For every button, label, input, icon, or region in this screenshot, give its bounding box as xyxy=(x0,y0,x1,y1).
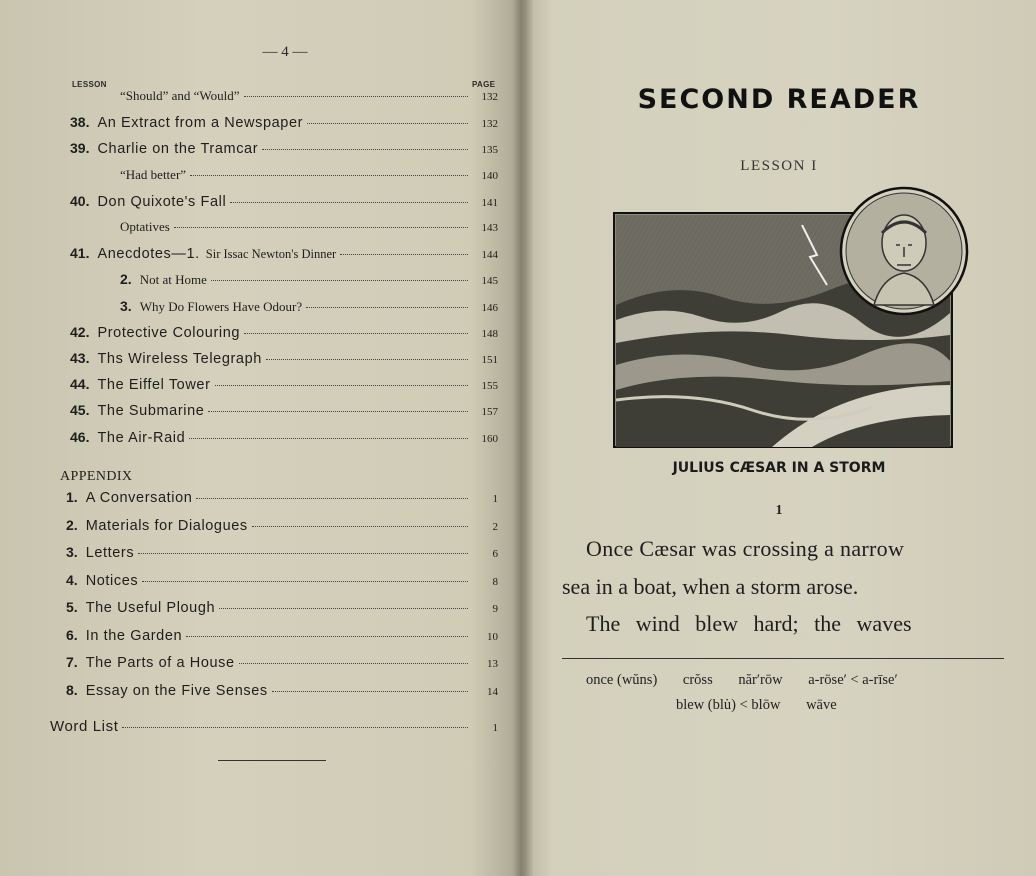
entry-title: Why Do Flowers Have Odour? xyxy=(139,298,303,314)
word-notes-line xyxy=(676,697,859,714)
appendix-entry xyxy=(66,544,498,566)
entry-number: 38. xyxy=(70,114,90,131)
entry-page: 6 xyxy=(492,548,498,560)
illustration-caption: JULIUS CÆSAR IN A STORM xyxy=(672,460,886,476)
leader-dots xyxy=(190,175,468,176)
entry-title: Anecdotes—1. xyxy=(97,246,200,263)
page-number: — 4 — xyxy=(262,44,308,60)
entry-page: 143 xyxy=(481,222,498,234)
appendix-entry xyxy=(66,654,498,676)
toc-entry xyxy=(70,245,498,267)
leader-dots xyxy=(215,385,468,386)
entry-number: 5. xyxy=(66,599,78,615)
entry-page: 132 xyxy=(481,118,498,131)
toc-entry xyxy=(70,402,498,424)
leader-dots xyxy=(186,636,468,637)
toc-entry xyxy=(70,193,498,215)
entry-page: 135 xyxy=(481,144,498,157)
body-text-line: Once Cæsar was crossing a narrow xyxy=(586,536,905,561)
entry-page: 10 xyxy=(487,630,498,643)
entry-page: 148 xyxy=(481,327,498,340)
entry-number: 7. xyxy=(66,654,78,670)
entry-page: 8 xyxy=(492,575,498,588)
appendix-entry xyxy=(66,489,498,511)
body-text-line: sea in a boat, when a storm arose. xyxy=(562,574,859,599)
entry-number: 40. xyxy=(70,192,90,209)
entry-page: 2 xyxy=(492,520,498,533)
leader-dots xyxy=(272,691,468,692)
toc-entry xyxy=(70,429,498,451)
leader-dots xyxy=(142,581,468,582)
entry-page: 145 xyxy=(481,275,498,288)
leader-dots xyxy=(219,608,468,609)
word-note: năr′rōw xyxy=(738,672,783,688)
entry-page: 132 xyxy=(481,91,498,103)
leader-dots xyxy=(244,96,468,97)
leader-dots xyxy=(266,359,468,360)
leader-dots xyxy=(340,254,468,255)
leader-dots xyxy=(208,411,468,412)
entry-number: 3. xyxy=(120,297,132,314)
entry-number: 44. xyxy=(70,376,90,393)
entry-number: 1. xyxy=(66,489,78,505)
entry-number: 3. xyxy=(66,544,78,560)
appendix-entry xyxy=(66,627,498,649)
toc-entry xyxy=(70,140,498,162)
leader-dots xyxy=(262,149,468,150)
end-rule xyxy=(218,760,326,761)
word-notes-line xyxy=(586,672,920,689)
entry-subtitle: Sir Issac Newton's Dinner xyxy=(205,247,337,262)
entry-page: 9 xyxy=(492,603,498,615)
leader-dots xyxy=(306,307,468,308)
page-column-label: PAGE xyxy=(472,80,496,89)
entry-page: 155 xyxy=(481,380,498,393)
entry-number: 46. xyxy=(70,428,90,445)
entry-title: Letters xyxy=(85,545,135,561)
entry-number: 4. xyxy=(66,571,78,588)
toc-entry xyxy=(120,298,498,320)
toc-entry xyxy=(120,88,498,110)
leader-dots xyxy=(307,123,468,124)
entry-title: Essay on the Five Senses xyxy=(85,682,268,699)
lesson-column-label: LESSON xyxy=(72,80,107,89)
entry-title: The Air-Raid xyxy=(97,429,186,446)
appendix-heading: APPENDIX xyxy=(60,469,133,484)
word-note: once (wŭns) xyxy=(586,672,658,688)
section-number: 1 xyxy=(775,503,783,518)
entry-title: In the Garden xyxy=(85,627,183,644)
entry-title: Optatives xyxy=(120,219,170,234)
leader-dots xyxy=(230,202,468,203)
toc-entry xyxy=(70,114,498,136)
entry-page: 141 xyxy=(481,196,498,209)
entry-number: 39. xyxy=(70,140,90,157)
entry-page: 160 xyxy=(481,432,498,445)
entry-title: Not at Home xyxy=(139,272,207,288)
toc-entry xyxy=(70,376,498,398)
leader-dots xyxy=(138,553,468,554)
toc-entry xyxy=(120,219,498,241)
entry-page: 146 xyxy=(481,301,498,314)
entry-page: 140 xyxy=(481,169,498,182)
appendix-entry xyxy=(66,572,498,594)
book-title: SECOND READER xyxy=(637,84,921,115)
leader-dots xyxy=(211,280,468,281)
entry-title: The Submarine xyxy=(97,403,205,420)
entry-title: Materials for Dialogues xyxy=(85,517,248,534)
entry-page: 14 xyxy=(487,685,498,698)
entry-title: “Should” and “Would” xyxy=(120,88,240,103)
entry-page: 151 xyxy=(481,354,498,366)
entry-title: Don Quixote's Fall xyxy=(97,193,227,210)
entry-title: Protective Colouring xyxy=(97,324,241,341)
leader-dots xyxy=(122,727,468,728)
leader-dots xyxy=(174,227,468,228)
entry-number: 6. xyxy=(66,626,78,643)
toc-entry xyxy=(70,324,498,346)
toc-entry xyxy=(120,271,498,293)
entry-page: 144 xyxy=(481,249,498,262)
leader-dots xyxy=(252,526,468,527)
footnote-rule xyxy=(562,658,1004,659)
entry-page: 13 xyxy=(487,658,498,670)
toc-entry xyxy=(70,350,498,372)
caesar-portrait-medallion xyxy=(841,188,967,314)
entry-page: 157 xyxy=(481,406,498,419)
entry-title: Notices xyxy=(85,572,139,589)
entry-title: The Parts of a House xyxy=(85,655,235,671)
appendix-entry xyxy=(66,599,498,621)
appendix-entry xyxy=(66,517,498,539)
word-note: a-rōse′ < a-rīse′ xyxy=(808,672,898,688)
entry-number: 2. xyxy=(120,271,132,288)
lesson-heading: LESSON I xyxy=(740,158,818,174)
entry-title: Ths Wireless Telegraph xyxy=(97,351,262,367)
entry-number: 2. xyxy=(66,516,78,533)
entry-title: The Eiffel Tower xyxy=(97,377,211,394)
leader-dots xyxy=(196,498,468,499)
entry-number: 41. xyxy=(70,245,90,262)
entry-title: Charlie on the Tramcar xyxy=(97,141,259,158)
entry-title: A Conversation xyxy=(85,490,193,506)
entry-page: 1 xyxy=(492,493,498,505)
word-list-page: 1 xyxy=(492,722,498,734)
word-note: wāve xyxy=(806,697,837,713)
appendix-entry xyxy=(66,682,498,704)
entry-number: 45. xyxy=(70,402,90,419)
storm-illustration xyxy=(612,185,972,450)
entry-title: The Useful Plough xyxy=(85,600,216,616)
entry-number: 43. xyxy=(70,350,90,366)
word-note: crŏss xyxy=(682,672,713,688)
word-list-entry xyxy=(50,718,498,740)
entry-title: An Extract from a Newspaper xyxy=(97,115,304,132)
word-note: blew (blu̇) < blōw xyxy=(676,697,781,713)
entry-number: 42. xyxy=(70,323,90,340)
word-list-title: Word List xyxy=(50,718,119,735)
book-gutter xyxy=(512,0,534,876)
toc-entry xyxy=(120,167,498,189)
entry-title: “Had better” xyxy=(120,166,187,182)
leader-dots xyxy=(244,333,468,334)
leader-dots xyxy=(189,438,468,439)
entry-number: 8. xyxy=(66,681,78,698)
body-text-line: The wind blew hard; the waves xyxy=(586,611,912,636)
leader-dots xyxy=(239,663,468,664)
